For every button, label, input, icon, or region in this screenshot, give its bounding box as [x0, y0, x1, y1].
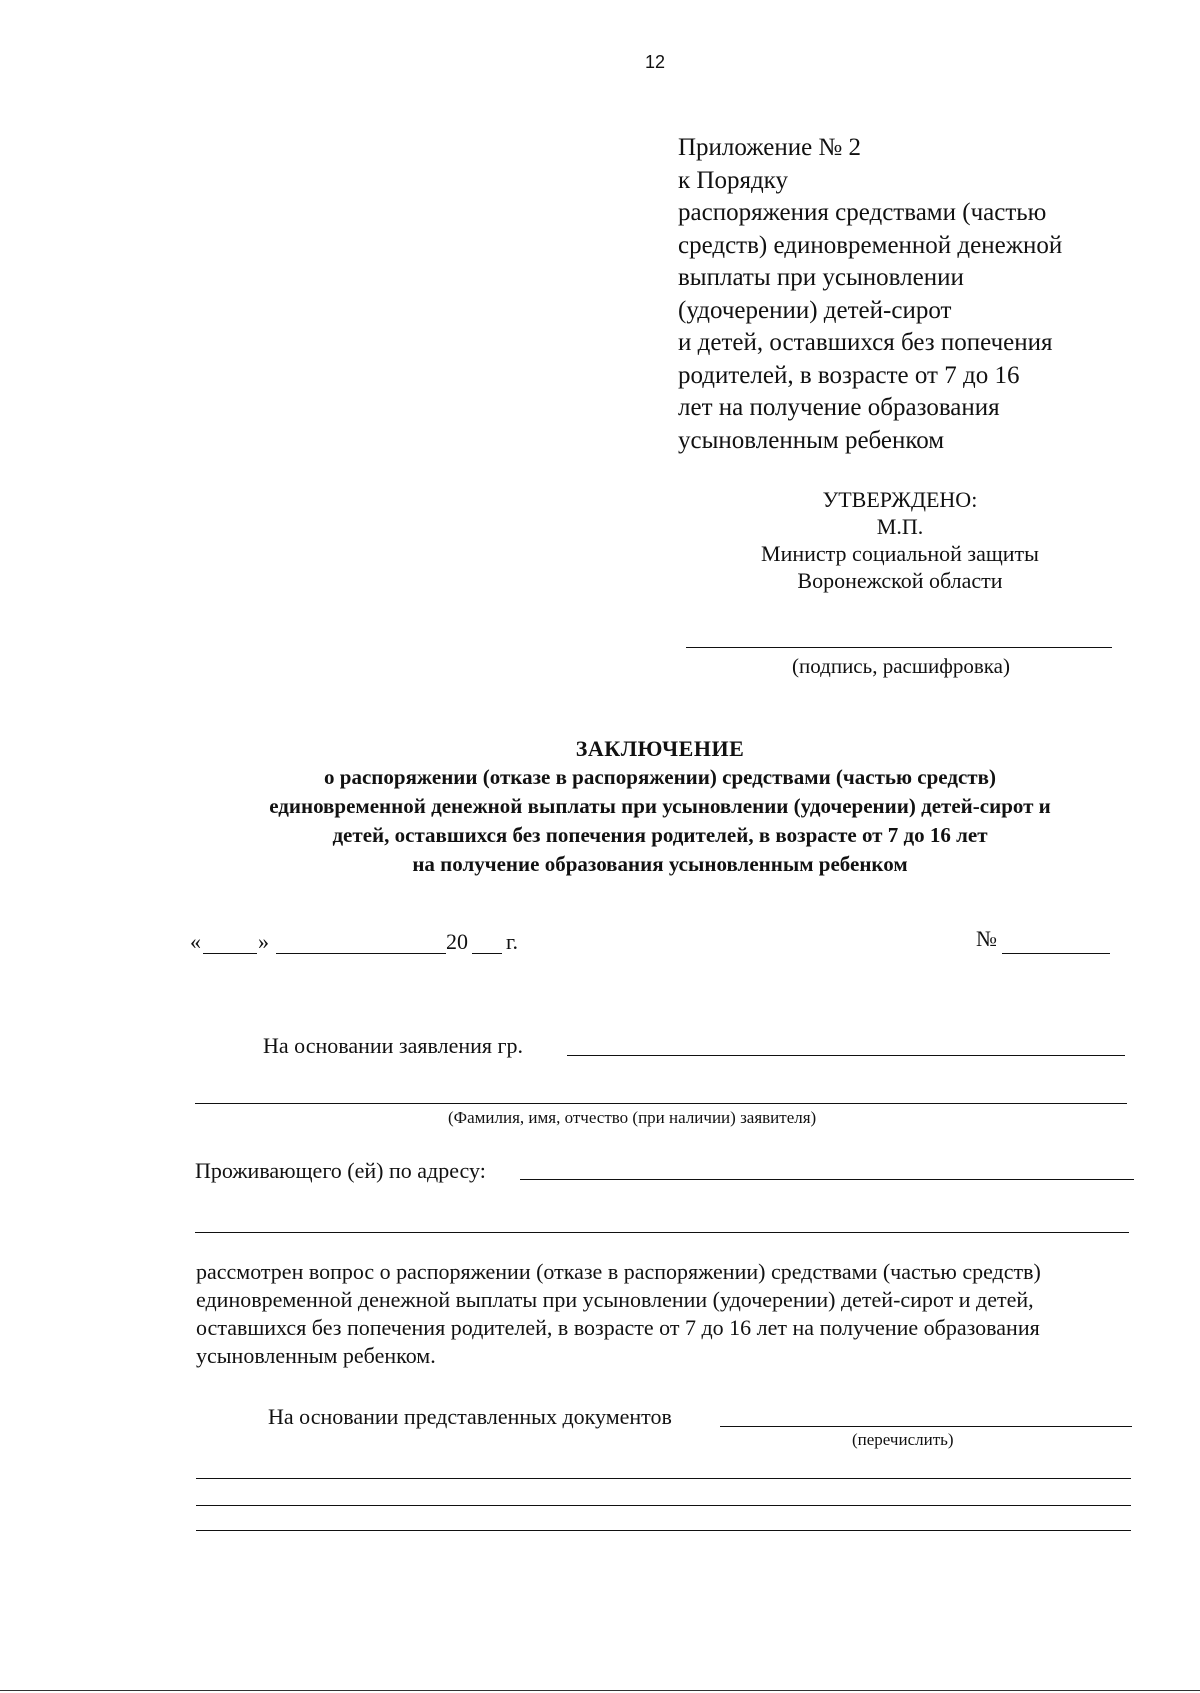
date-close-quote: » [258, 929, 269, 954]
body-paragraph [196, 1258, 1140, 1370]
address-label: Проживающего (ей) по адресу: [195, 1158, 486, 1183]
documents-label: На основании представленных документов [268, 1404, 672, 1429]
date-month-field[interactable] [276, 953, 446, 954]
documents-field-4[interactable] [196, 1530, 1131, 1531]
date-year-suffix: г. [506, 929, 519, 954]
appendix-line: Приложение № 2 [678, 134, 862, 161]
appendix-line: лет на получение образования [678, 394, 1000, 421]
address-field[interactable] [520, 1179, 1134, 1180]
date-open-quote: « [190, 929, 201, 954]
appendix-line: и детей, оставшихся без попечения [678, 329, 1053, 356]
minister-position: Министр социальной защиты [761, 541, 1039, 566]
paragraph-line: рассмотрен вопрос о распоряжении (отказе в распоряжении) средствами (частью средств) [196, 1259, 1041, 1284]
signature-caption: (подпись, расшифровка) [792, 654, 1010, 678]
applicant-label: На основании заявления гр. [263, 1033, 524, 1058]
applicant-name-field-2[interactable] [195, 1103, 1127, 1104]
address-field-2[interactable] [195, 1232, 1129, 1233]
documents-field[interactable] [720, 1426, 1132, 1427]
date-year-prefix: 20 [446, 929, 468, 954]
page-number: 12 [644, 52, 666, 72]
paragraph-line: усыновленным ребенком. [196, 1343, 436, 1368]
title-line: на получение образования усыновленным ребенком [412, 852, 908, 876]
documents-field-3[interactable] [196, 1505, 1131, 1506]
appendix-line: средств) единовременной денежной [678, 231, 1063, 259]
applicant-name-field[interactable] [567, 1055, 1125, 1056]
appendix-line: выплаты при усыновлении [678, 264, 964, 291]
number-label: № [976, 926, 997, 951]
documents-field-2[interactable] [196, 1478, 1131, 1479]
appendix-line: к Порядку [678, 166, 788, 194]
applicant-caption: (Фамилия, имя, отчество (при наличии) заявителя) [448, 1108, 817, 1127]
seal-label: М.П. [876, 514, 924, 539]
paragraph-line: оставшихся без попечения родителей, в возрасте от 7 до 16 лет на получение образования [196, 1315, 1040, 1340]
title-line: о распоряжении (отказе в распоряжении) средствами (частью средств) [324, 765, 996, 789]
date-day-field[interactable] [203, 953, 257, 954]
page-bottom-rule [0, 1690, 1200, 1691]
title-main: ЗАКЛЮЧЕНИЕ [575, 736, 745, 761]
appendix-line: усыновленным ребенком [678, 426, 945, 454]
appendix-block [678, 132, 1158, 457]
number-field[interactable] [1002, 953, 1110, 954]
minister-region: Воронежской области [797, 568, 1003, 593]
signature-line[interactable] [686, 647, 1112, 648]
approval-block [700, 486, 1100, 594]
documents-caption: (перечислить) [852, 1430, 954, 1449]
paragraph-line: единовременной денежной выплаты при усыновлении (удочерении) детей-сирот и детей, [196, 1287, 1034, 1312]
appendix-line: (удочерении) детей-сирот [678, 296, 952, 324]
approved-label: УТВЕРЖДЕНО: [822, 487, 978, 512]
title-line: детей, оставшихся без попечения родителей, в возрасте от 7 до 16 лет [332, 823, 988, 847]
document-title [150, 734, 1170, 879]
appendix-line: родителей, в возрасте от 7 до 16 [678, 361, 1020, 389]
date-year-field[interactable] [472, 953, 502, 954]
appendix-line: распоряжения средствами (частью [678, 199, 1047, 226]
title-line: единовременной денежной выплаты при усыновлении (удочерении) детей-сирот и [269, 794, 1051, 818]
